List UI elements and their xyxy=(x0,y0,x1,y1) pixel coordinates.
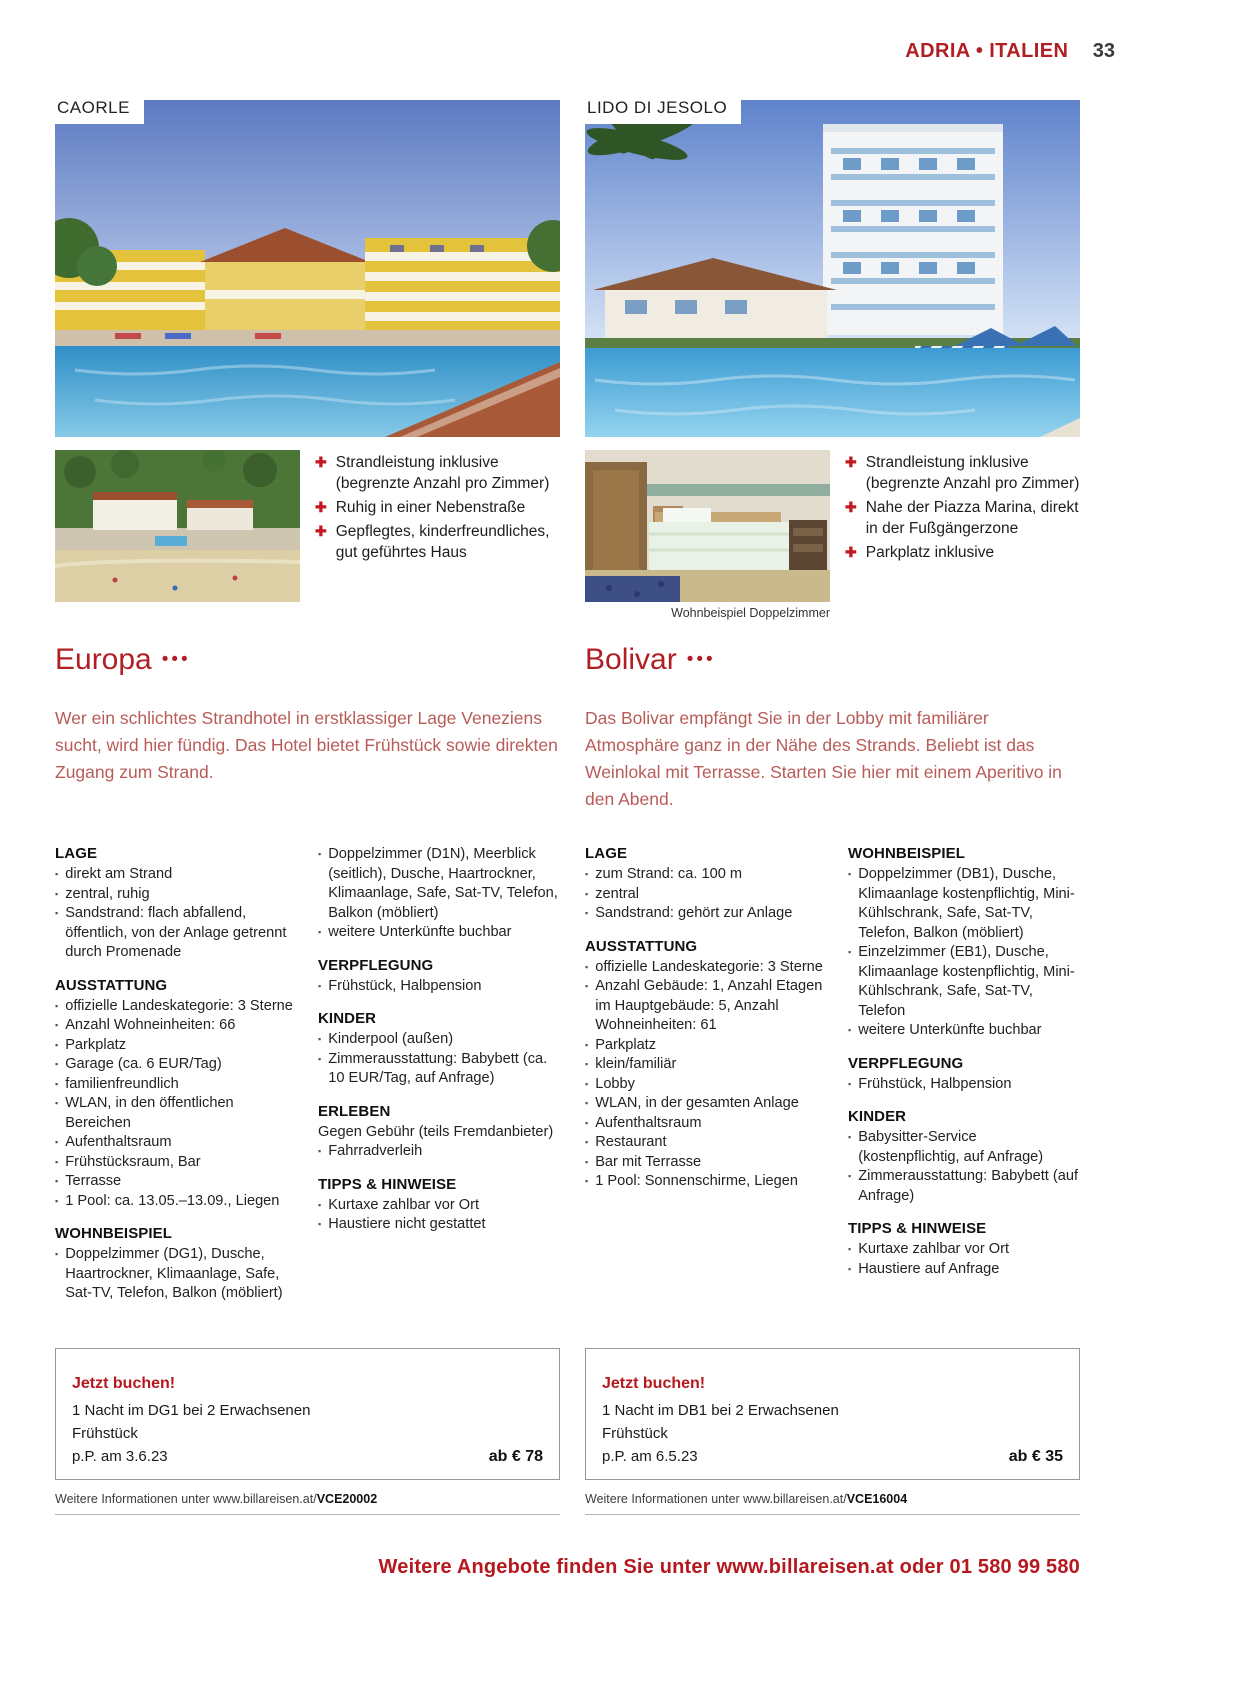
details-item xyxy=(55,997,301,1017)
details-item-text: WLAN, in der gesamten Anlage xyxy=(595,1095,799,1111)
plus-icon: ✚ xyxy=(845,454,857,470)
booking-title: Jetzt buchen! xyxy=(72,1375,176,1392)
hotel-card-bolivar xyxy=(585,0,1080,1687)
details-section xyxy=(55,977,301,1212)
details-section-heading: ERLEBEN xyxy=(318,1102,391,1120)
details-item-text: Sandstrand: gehört zur Anlage xyxy=(595,905,793,921)
details-item-text: Terrasse xyxy=(65,1173,122,1189)
bullet-icon: ▪ xyxy=(318,1146,322,1156)
bullet-icon: ▪ xyxy=(55,1195,59,1206)
bullet-icon: ▪ xyxy=(585,981,589,991)
details-item xyxy=(585,865,831,885)
bullet-icon: ▪ xyxy=(55,908,59,918)
details-item-text: WLAN, in den öffentlichen Bereichen xyxy=(65,1095,234,1131)
details-item xyxy=(318,1050,560,1089)
details-section xyxy=(55,845,301,963)
bullet-icon: ▪ xyxy=(585,888,589,899)
bullet-icon: ▪ xyxy=(585,961,589,972)
booking-info xyxy=(55,1492,560,1515)
details-item xyxy=(55,1016,301,1036)
bullet-icon: ▪ xyxy=(848,1025,852,1035)
details-item xyxy=(585,958,831,978)
booking-info-text: Weitere Informationen unter www.billareisen.at/ xyxy=(585,1492,847,1506)
details-item xyxy=(585,885,831,905)
details-section xyxy=(848,845,1080,1041)
details-item xyxy=(585,1036,831,1056)
highlight-item xyxy=(315,497,560,518)
hotel-stars: ••• xyxy=(161,649,191,670)
booking-box xyxy=(55,1348,560,1480)
details-item-text: weitere Unterkünfte buchbar xyxy=(328,924,512,940)
bullet-icon: ▪ xyxy=(318,1199,322,1210)
booking-date: p.P. am 3.6.23 xyxy=(72,1448,168,1465)
details-item xyxy=(585,1172,831,1192)
details-item-list xyxy=(848,865,1080,1041)
details-section-heading: AUSSTATTUNG xyxy=(55,976,168,994)
bullet-icon: ▪ xyxy=(318,1219,322,1229)
details-section-heading: AUSSTATTUNG xyxy=(585,937,698,955)
details-item xyxy=(848,865,1080,943)
details-item-text: Zimmerausstattung: Babybett (ca. 10 EUR/Tag, auf Anfrage) xyxy=(328,1050,548,1086)
details-section-intro: Gegen Gebühr (teils Fremdanbieter) xyxy=(318,1123,554,1140)
hotel-photo-bolivar xyxy=(585,100,1080,437)
hotel-name xyxy=(585,643,716,677)
details-item xyxy=(55,1036,301,1056)
details-item-text: offizielle Landeskategorie: 3 Sterne xyxy=(595,958,823,975)
details-item xyxy=(318,1142,560,1162)
details-section-heading: KINDER xyxy=(318,1010,377,1027)
details-item xyxy=(55,1153,301,1173)
details-section xyxy=(318,1176,560,1235)
details-section-heading: WOHNBEISPIEL xyxy=(848,845,966,862)
details-section xyxy=(585,845,831,924)
details-column xyxy=(585,845,831,1279)
details-item-list xyxy=(318,1030,560,1089)
details-section-heading: TIPPS & HINWEISE xyxy=(848,1220,987,1237)
details-item-list xyxy=(848,1240,1080,1279)
bullet-icon: ▪ xyxy=(318,927,322,937)
bullet-icon: ▪ xyxy=(848,1244,852,1254)
details-item-text: Anzahl Wohneinheiten: 66 xyxy=(65,1017,236,1033)
location-label: CAORLE xyxy=(55,95,144,124)
bullet-icon: ▪ xyxy=(55,1020,59,1030)
details-item-text: Frühstück, Halbpension xyxy=(328,977,482,994)
highlight-list xyxy=(315,452,560,566)
bullet-icon: ▪ xyxy=(55,1000,59,1011)
bullet-icon: ▪ xyxy=(55,1078,59,1089)
booking-price: ab € 35 xyxy=(1008,1448,1063,1465)
highlight-text: Strandleistung inklusive (begrenzte Anzahl pro Zimmer) xyxy=(865,454,1080,492)
details-item-text: Kurtaxe zahlbar vor Ort xyxy=(328,1196,480,1213)
europa-pool-photo-illustration xyxy=(55,100,560,437)
highlight-item xyxy=(315,521,560,563)
page-footer: Weitere Angebote finden Sie unter www.billareisen.at oder 01 580 99 580 xyxy=(378,1556,1080,1578)
bullet-icon: ▪ xyxy=(585,1117,589,1128)
plus-icon: ✚ xyxy=(315,499,327,515)
details-item-text: Babysitter-Service (kostenpflichtig, auf Anfrage) xyxy=(858,1129,1044,1165)
hotel-details xyxy=(585,845,1080,1279)
bullet-icon: ▪ xyxy=(55,1156,59,1167)
header-region-title: ADRIA • ITALIEN xyxy=(905,40,1069,62)
details-item-text: direkt am Strand xyxy=(65,866,173,882)
booking-date: p.P. am 6.5.23 xyxy=(602,1448,698,1465)
bullet-icon: ▪ xyxy=(318,980,322,991)
details-section-heading: LAGE xyxy=(55,845,98,862)
details-section-heading: VERPFLEGUNG xyxy=(318,956,434,974)
bullet-icon: ▪ xyxy=(585,908,589,918)
bullet-icon: ▪ xyxy=(55,1249,59,1259)
bullet-icon: ▪ xyxy=(585,1059,589,1069)
details-item-list xyxy=(55,997,301,1212)
details-item xyxy=(848,943,1080,1021)
hotel-card-europa xyxy=(55,0,560,1687)
booking-line: Frühstück xyxy=(602,1425,668,1442)
highlight-item xyxy=(845,452,1080,494)
details-item-text: weitere Unterkünfte buchbar xyxy=(858,1022,1042,1038)
hotel-stars: ••• xyxy=(686,649,716,670)
bullet-icon: ▪ xyxy=(55,1137,59,1147)
bullet-icon: ▪ xyxy=(585,869,589,879)
europa-aerial-illustration xyxy=(55,450,300,602)
details-section xyxy=(318,1010,560,1089)
plus-icon: ✚ xyxy=(315,454,327,470)
bullet-icon: ▪ xyxy=(848,947,852,957)
details-item-text: Parkplatz xyxy=(595,1036,657,1053)
highlight-item xyxy=(315,452,560,494)
details-item xyxy=(318,923,560,943)
highlight-list xyxy=(845,452,1080,566)
bullet-icon: ▪ xyxy=(585,1098,589,1108)
details-section-heading: KINDER xyxy=(848,1108,907,1125)
details-item-text: Frühstück, Halbpension xyxy=(858,1075,1012,1092)
details-section xyxy=(318,957,560,997)
details-section xyxy=(55,1225,301,1304)
bullet-icon: ▪ xyxy=(55,1098,59,1108)
details-item xyxy=(585,904,831,924)
hotel-photo-europa xyxy=(55,100,560,437)
details-item-text: Doppelzimmer (D1N), Meerblick (seitlich), Dusche, Haartrockner, Klimaanlage, Safe, Sat-TV, Telefon, Balkon (möbliert) xyxy=(328,846,558,921)
details-section xyxy=(318,1103,560,1162)
bullet-icon: ▪ xyxy=(55,888,59,899)
details-item xyxy=(55,1075,301,1095)
details-item xyxy=(55,1094,301,1133)
details-item-text: Doppelzimmer (DB1), Dusche, Klimaanlage kostenpflichtig, Mini-Kühlschrank, Safe, Sat-TV, Telefon, Balkon (möbliert) xyxy=(858,866,1075,941)
details-item-text: Haustiere auf Anfrage xyxy=(858,1260,1000,1277)
details-item-text: Parkplatz xyxy=(65,1036,127,1053)
booking-info xyxy=(585,1492,1080,1515)
bullet-icon: ▪ xyxy=(585,1156,589,1167)
details-section xyxy=(848,1220,1080,1279)
details-column xyxy=(318,845,560,1304)
bullet-icon: ▪ xyxy=(585,1137,589,1147)
details-item-list xyxy=(585,958,831,1192)
hotel-name-text: Bolivar xyxy=(585,643,677,676)
details-item-text: familienfreundlich xyxy=(65,1075,179,1092)
details-item-text: Bar mit Terrasse xyxy=(595,1153,702,1170)
details-item xyxy=(318,1215,560,1235)
details-item xyxy=(55,1133,301,1153)
details-item-text: Zimmerausstattung: Babybett (auf Anfrage) xyxy=(858,1168,1079,1204)
details-item-list xyxy=(318,845,560,943)
booking-code: VCE16004 xyxy=(846,1492,908,1506)
details-item-text: Aufenthaltsraum xyxy=(65,1134,172,1150)
bullet-icon: ▪ xyxy=(318,1034,322,1044)
details-item-text: Fahrradverleih xyxy=(328,1143,423,1159)
details-item xyxy=(55,1055,301,1075)
details-item-text: Einzelzimmer (EB1), Dusche, Klimaanlage kostenpflichtig, Mini-Kühlschrank, Safe, Sat-TV, Telefon xyxy=(858,944,1075,1019)
details-item-list xyxy=(585,865,831,924)
details-item xyxy=(848,1075,1080,1095)
details-item-list xyxy=(318,977,560,997)
details-column xyxy=(848,845,1080,1279)
plus-icon: ✚ xyxy=(845,499,857,515)
details-item-text: 1 Pool: ca. 13.05.–13.09., Liegen xyxy=(65,1192,280,1209)
details-item xyxy=(585,1114,831,1134)
hotel-photo-europa-aerial xyxy=(55,450,300,602)
bullet-icon: ▪ xyxy=(318,849,322,859)
details-item-text: zentral, ruhig xyxy=(65,885,150,902)
bullet-icon: ▪ xyxy=(585,1176,589,1186)
booking-price-row xyxy=(602,1445,1063,1468)
bullet-icon: ▪ xyxy=(848,1263,852,1274)
highlight-text: Parkplatz inklusive xyxy=(865,544,995,561)
details-item xyxy=(848,1021,1080,1041)
details-item-text: Lobby xyxy=(595,1075,635,1092)
bullet-icon: ▪ xyxy=(55,1059,59,1069)
details-item xyxy=(55,885,301,905)
bullet-icon: ▪ xyxy=(848,1171,852,1181)
details-item-text: Restaurant xyxy=(595,1134,667,1150)
highlight-text: Nahe der Piazza Marina, direkt in der Fußgängerzone xyxy=(865,499,1079,537)
booking-box xyxy=(585,1348,1080,1480)
details-item-text: Garage (ca. 6 EUR/Tag) xyxy=(65,1056,222,1072)
details-item-list xyxy=(848,1075,1080,1095)
bullet-icon: ▪ xyxy=(585,1078,589,1089)
booking-price-row xyxy=(72,1445,543,1468)
details-item-text: zentral xyxy=(595,885,640,902)
details-item-list xyxy=(318,1196,560,1235)
details-item xyxy=(318,845,560,923)
details-item xyxy=(55,1245,301,1304)
details-item xyxy=(585,1075,831,1095)
details-item-text: offizielle Landeskategorie: 3 Sterne xyxy=(65,997,293,1014)
details-item xyxy=(848,1260,1080,1280)
highlight-item xyxy=(845,542,1080,563)
details-item-text: Sandstrand: flach abfallend, öffentlich, von der Anlage getrennt durch Promenade xyxy=(65,905,287,960)
bullet-icon: ▪ xyxy=(848,869,852,879)
details-section-heading: VERPFLEGUNG xyxy=(848,1054,964,1072)
booking-code: VCE20002 xyxy=(316,1492,378,1506)
plus-icon: ✚ xyxy=(845,544,857,560)
details-item xyxy=(585,1133,831,1153)
details-section xyxy=(318,845,560,943)
details-item xyxy=(848,1128,1080,1167)
details-item-list xyxy=(55,1245,301,1304)
details-item xyxy=(55,904,301,963)
details-item xyxy=(585,977,831,1036)
details-section-heading: TIPPS & HINWEISE xyxy=(318,1175,457,1193)
details-item-text: Anzahl Gebäude: 1, Anzahl Etagen im Hauptgebäude: 5, Anzahl Wohneinheiten: 61 xyxy=(595,978,823,1033)
highlight-text: Gepflegtes, kinderfreundliches, gut geführtes Haus xyxy=(335,523,550,561)
bullet-icon: ▪ xyxy=(318,1053,322,1064)
highlight-text: Strandleistung inklusive (begrenzte Anzahl pro Zimmer) xyxy=(335,454,550,492)
details-item-list xyxy=(55,865,301,963)
hotel-description: Das Bolivar empfängt Sie in der Lobby mit familiärer Atmosphäre ganz in der Nähe des Strands. Beliebt ist das Weinlokal mit Terrasse. Starten Sie hier mit einem Aperitivo in den Abend. xyxy=(585,708,1062,809)
details-column xyxy=(55,845,301,1304)
booking-line: 1 Nacht im DB1 bei 2 Erwachsenen xyxy=(602,1402,839,1419)
details-item-text: klein/familiär xyxy=(595,1056,677,1072)
hotel-name-text: Europa xyxy=(55,643,152,676)
details-item xyxy=(585,1153,831,1173)
bullet-icon: ▪ xyxy=(848,1132,852,1142)
bullet-icon: ▪ xyxy=(55,1039,59,1050)
details-section-heading: WOHNBEISPIEL xyxy=(55,1225,173,1242)
hotel-details xyxy=(55,845,560,1304)
details-item-text: Aufenthaltsraum xyxy=(595,1114,702,1131)
details-section xyxy=(848,1055,1080,1095)
details-item-text: Kurtaxe zahlbar vor Ort xyxy=(858,1241,1010,1257)
hotel-name xyxy=(55,643,191,677)
details-item xyxy=(55,1192,301,1212)
details-item-list xyxy=(318,1142,560,1162)
details-item-text: Kinderpool (außen) xyxy=(328,1031,454,1047)
details-item xyxy=(585,1094,831,1114)
booking-price: ab € 78 xyxy=(488,1448,543,1465)
bullet-icon: ▪ xyxy=(55,869,59,879)
details-item-text: Haustiere nicht gestattet xyxy=(328,1216,486,1232)
highlight-text: Ruhig in einer Nebenstraße xyxy=(335,499,526,516)
plus-icon: ✚ xyxy=(315,523,327,539)
details-item xyxy=(318,1030,560,1050)
details-section xyxy=(585,938,831,1192)
page-number: 33 xyxy=(1092,40,1115,62)
hotel-description: Wer ein schlichtes Strandhotel in erstklassiger Lage Veneziens sucht, wird hier fündig. Das Hotel bietet Frühstück sowie direkten Zugang zum Strand. xyxy=(55,708,558,782)
details-item-text: Doppelzimmer (DG1), Dusche, Haartrockner, Klimaanlage, Safe, Sat-TV, Telefon, Balkon (möbliert) xyxy=(65,1246,283,1301)
details-item-text: 1 Pool: Sonnenschirme, Liegen xyxy=(595,1173,799,1189)
details-item xyxy=(55,865,301,885)
details-section xyxy=(848,1108,1080,1206)
location-label: LIDO DI JESOLO xyxy=(585,95,741,124)
details-item-text: Frühstücksraum, Bar xyxy=(65,1153,201,1170)
details-section-heading: LAGE xyxy=(585,845,628,862)
details-item xyxy=(55,1172,301,1192)
hotel-photo-bolivar-room xyxy=(585,450,830,602)
details-item xyxy=(318,977,560,997)
bullet-icon: ▪ xyxy=(848,1078,852,1089)
bolivar-room-illustration xyxy=(585,450,830,602)
details-item xyxy=(848,1240,1080,1260)
bullet-icon: ▪ xyxy=(585,1039,589,1050)
booking-line: 1 Nacht im DG1 bei 2 Erwachsenen xyxy=(72,1402,311,1419)
booking-title: Jetzt buchen! xyxy=(602,1375,706,1392)
photo-caption: Wohnbeispiel Doppelzimmer xyxy=(671,606,830,620)
details-item xyxy=(318,1196,560,1216)
details-item xyxy=(585,1055,831,1075)
highlight-item xyxy=(845,497,1080,539)
details-item-list xyxy=(848,1128,1080,1206)
bullet-icon: ▪ xyxy=(55,1176,59,1186)
details-item xyxy=(848,1167,1080,1206)
booking-info-text: Weitere Informationen unter www.billareisen.at/ xyxy=(55,1492,317,1506)
booking-line: Frühstück xyxy=(72,1425,138,1442)
details-item-text: zum Strand: ca. 100 m xyxy=(595,866,743,882)
bolivar-pool-photo-illustration xyxy=(585,100,1080,437)
